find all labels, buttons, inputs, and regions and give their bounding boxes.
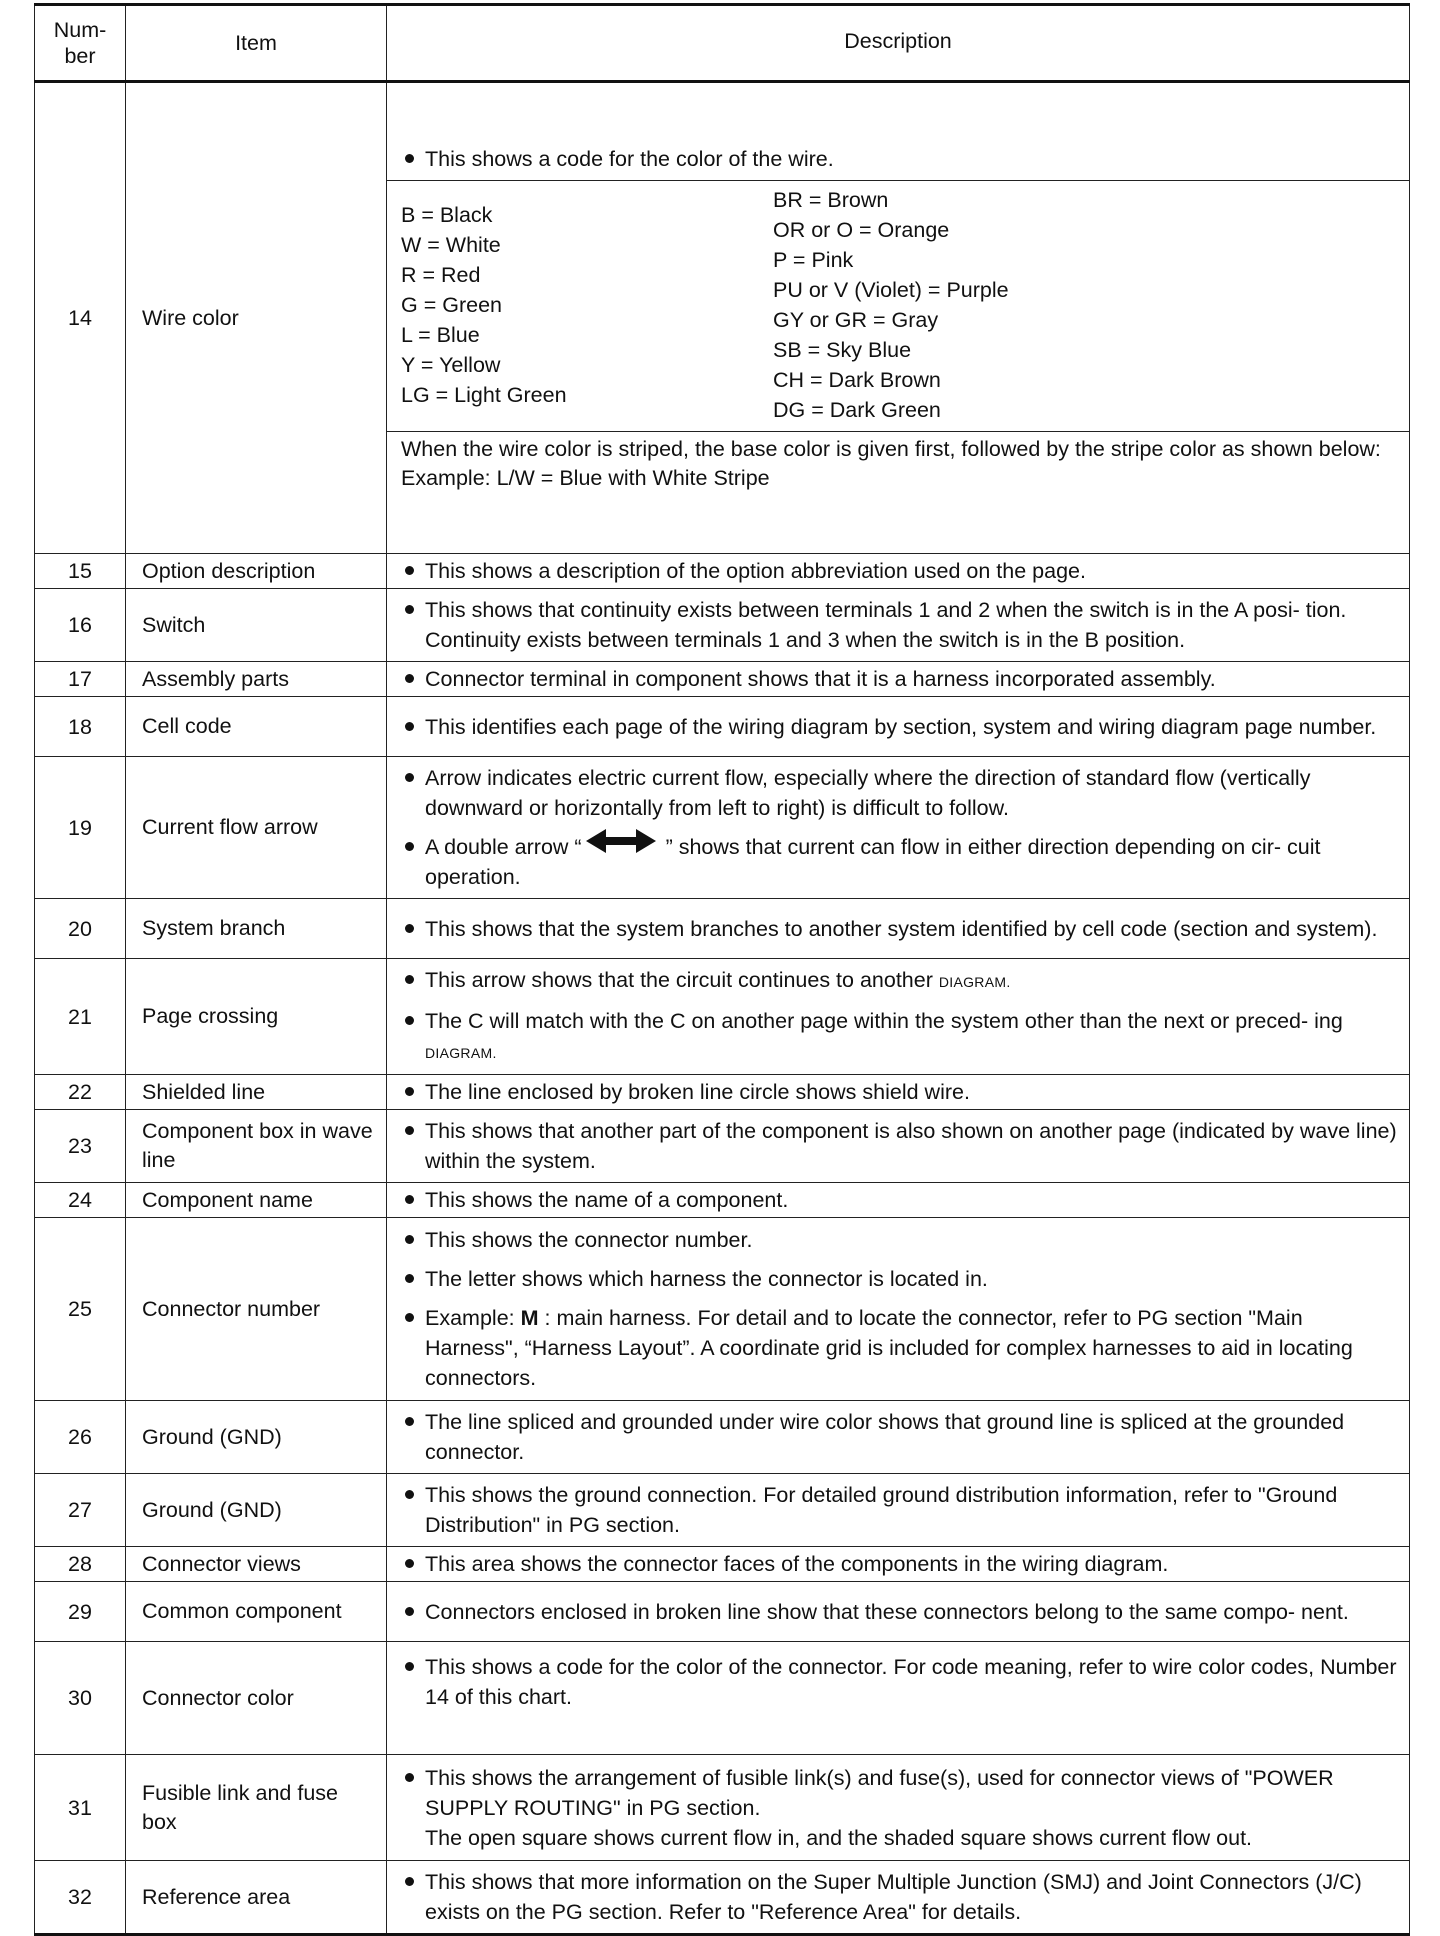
bullet-text: : main harness. For detail and to locate the connector, refer to PG section "Main Harness", “Harness Layout”. A coordinate grid is included for complex harnesses to aid in locating connectors. [425, 1306, 1353, 1391]
table-row [35, 1474, 1410, 1547]
bullet-text: This shows the arrangement of fusible link(s) and fuse(s), used for connector views of "POWER SUPPLY ROUTING" in PG section. [401, 1763, 1399, 1823]
row-description [387, 1547, 1410, 1582]
row-number: 16 [35, 589, 126, 662]
row-number: 30 [35, 1642, 126, 1755]
color-code: GY or GR = Gray [773, 308, 939, 332]
example-label: Example: [425, 1306, 515, 1331]
small-caps-label: DIAGRAM. [938, 974, 1011, 991]
table-row [35, 1183, 1410, 1218]
header-number [35, 5, 126, 82]
row-item: Switch [126, 589, 387, 662]
row-description [387, 757, 1410, 899]
color-code: LG = Light Green [401, 383, 567, 407]
row-description [387, 1755, 1410, 1861]
table-row [35, 959, 1410, 1075]
row-number: 14 [35, 82, 126, 554]
bullet-double-arrow [401, 832, 1399, 892]
row-description [387, 1474, 1410, 1547]
row-description [387, 1861, 1410, 1935]
color-code: R = Red [401, 263, 481, 287]
bullet-text: This shows the connector number. [401, 1225, 1399, 1255]
row-number: 17 [35, 662, 126, 697]
bullet-text: This identifies each page of the wiring diagram by section, system and wiring diagram page number. [401, 712, 1399, 742]
double-arrow-icon [586, 828, 656, 862]
row-item: System branch [126, 899, 387, 959]
header-description: Description [387, 5, 1410, 82]
row-number: 18 [35, 697, 126, 757]
bullet-text: This shows a description of the option abbreviation used on the page. [401, 556, 1399, 586]
table-row [35, 697, 1410, 757]
row-item: Ground (GND) [126, 1401, 387, 1474]
table-row [35, 1547, 1410, 1582]
color-code-list [387, 181, 1409, 432]
bullet-text: ” shows that current can flow in either direction depending on cir- cuit operation. [425, 835, 1321, 890]
row-description [387, 1582, 1410, 1642]
wire-color-intro [387, 139, 1409, 181]
bullet-text: This shows the name of a component. [401, 1185, 1399, 1215]
bullet-text: This arrow shows that the circuit continues to another [425, 968, 933, 993]
bullet-text: The letter shows which harness the connector is located in. [401, 1264, 1399, 1294]
color-code-left [401, 185, 773, 425]
row-item: Wire color [126, 82, 387, 554]
row-description [387, 554, 1410, 589]
table-row [35, 589, 1410, 662]
bullet-text: The C will match with the C on another page within the system other than the next or preced- ing [425, 1009, 1343, 1034]
table-row [35, 1642, 1410, 1755]
bullet-example [401, 1303, 1399, 1393]
row-item: Connector views [126, 1547, 387, 1582]
row-description [387, 589, 1410, 662]
continuation-text: The open square shows current flow in, and the shaded square shows current flow out. [425, 1825, 1253, 1850]
color-code: PU or V (Violet) = Purple [773, 278, 1009, 302]
bullet-text: Connectors enclosed in broken line show that these connectors belong to the same compo- nent. [401, 1597, 1399, 1627]
table-row [35, 82, 1410, 554]
color-code: CH = Dark Brown [773, 368, 941, 392]
color-code: L = Blue [401, 323, 480, 347]
header-number-text: Num- ber [53, 18, 107, 68]
row-number: 28 [35, 1547, 126, 1582]
bullet-text: The line enclosed by broken line circle shows shield wire. [401, 1077, 1399, 1107]
row-item: Connector number [126, 1218, 387, 1401]
color-code: G = Green [401, 293, 502, 317]
color-code: Y = Yellow [401, 353, 501, 377]
striped-example-text: Example: L/W = Blue with White Stripe [401, 466, 770, 490]
color-code-right [773, 185, 1395, 425]
row-description [387, 899, 1410, 959]
row-item: Reference area [126, 1861, 387, 1935]
row-number: 15 [35, 554, 126, 589]
small-caps-label: DIAGRAM. [425, 1045, 497, 1062]
bullet-text: This shows the ground connection. For detailed ground distribution information, refer to "Ground Distribution" in PG section. [401, 1480, 1399, 1540]
striped-note-text: When the wire color is striped, the base color is given first, followed by the stripe color as shown below: [401, 437, 1381, 461]
bullet-text: This shows that another part of the component is also shown on another page (indicated by wave line) within the system. [401, 1116, 1399, 1176]
row-description [387, 697, 1410, 757]
row-item: Shielded line [126, 1075, 387, 1110]
row-description [387, 82, 1410, 554]
row-item: Page crossing [126, 959, 387, 1075]
color-code: B = Black [401, 203, 493, 227]
table-row [35, 1075, 1410, 1110]
table-row [35, 662, 1410, 697]
table-row [35, 1218, 1410, 1401]
table-row [35, 554, 1410, 589]
row-item: Component name [126, 1183, 387, 1218]
row-number: 25 [35, 1218, 126, 1401]
color-code: W = White [401, 233, 501, 257]
row-description [387, 662, 1410, 697]
row-number: 21 [35, 959, 126, 1075]
row-number: 29 [35, 1582, 126, 1642]
row-number: 23 [35, 1110, 126, 1183]
header-item: Item [126, 5, 387, 82]
row-description [387, 1110, 1410, 1183]
row-item: Assembly parts [126, 662, 387, 697]
bullet-text: The line spliced and grounded under wire color shows that ground line is spliced at the grounded connector. [401, 1407, 1399, 1467]
table-row [35, 1110, 1410, 1183]
header-row [35, 5, 1410, 82]
color-code: SB = Sky Blue [773, 338, 912, 362]
color-code: DG = Dark Green [773, 398, 941, 422]
table-row [35, 757, 1410, 899]
bullet-text: Connector terminal in component shows that it is a harness incorporated assembly. [401, 664, 1399, 694]
row-item: Option description [126, 554, 387, 589]
row-description [387, 1183, 1410, 1218]
row-number: 31 [35, 1755, 126, 1861]
row-number: 27 [35, 1474, 126, 1547]
bullet-text: This shows a code for the color of the connector. For code meaning, refer to wire color codes, Number 14 of this chart. [401, 1652, 1399, 1712]
row-description [387, 1218, 1410, 1401]
row-item: Ground (GND) [126, 1474, 387, 1547]
table-row [35, 1861, 1410, 1935]
bullet-text: Arrow indicates electric current flow, especially where the direction of standard flow (vertically downward or horizontally from left to right) is difficult to follow. [401, 763, 1399, 823]
row-item: Current flow arrow [126, 757, 387, 899]
row-number: 26 [35, 1401, 126, 1474]
bullet-text: This shows that continuity exists between terminals 1 and 2 when the switch is in the A posi- tion. Continuity exists between terminals 1 and 3 when the switch is in the B position. [401, 595, 1399, 655]
row-description [387, 959, 1410, 1075]
color-code: P = Pink [773, 248, 854, 272]
row-item: Common component [126, 1582, 387, 1642]
row-number: 24 [35, 1183, 126, 1218]
table-row [35, 1582, 1410, 1642]
row-item: Fusible link and fuse box [126, 1755, 387, 1861]
row-number: 32 [35, 1861, 126, 1935]
table-row [35, 1401, 1410, 1474]
table-row [35, 1755, 1410, 1861]
row-item: Connector color [126, 1642, 387, 1755]
bullet-text: This shows that the system branches to another system identified by cell code (section and system). [401, 914, 1399, 944]
table-row [35, 899, 1410, 959]
row-description [387, 1075, 1410, 1110]
row-number: 19 [35, 757, 126, 899]
striped-wire-note [387, 432, 1409, 497]
row-description [387, 1401, 1410, 1474]
bullet-text: A double arrow “ [425, 835, 582, 859]
row-item: Component box in wave line [126, 1110, 387, 1183]
wiring-legend-table [34, 3, 1410, 1936]
color-code: BR = Brown [773, 188, 889, 212]
bullet-match [401, 1006, 1399, 1068]
row-number: 22 [35, 1075, 126, 1110]
bullet-text: This area shows the connector faces of the components in the wiring diagram. [401, 1549, 1399, 1579]
row-description [387, 1642, 1410, 1755]
bullet-text: This shows a code for the color of the wire. [401, 144, 1395, 174]
row-number: 20 [35, 899, 126, 959]
bullet-text: This shows that more information on the Super Multiple Junction (SMJ) and Joint Connectors (J/C) exists on the PG section. Refer to "Reference Area" for details. [401, 1867, 1399, 1927]
row-item: Cell code [126, 697, 387, 757]
harness-letter: M [520, 1306, 539, 1331]
color-code: OR or O = Orange [773, 218, 950, 242]
bullet-continues [401, 965, 1399, 997]
